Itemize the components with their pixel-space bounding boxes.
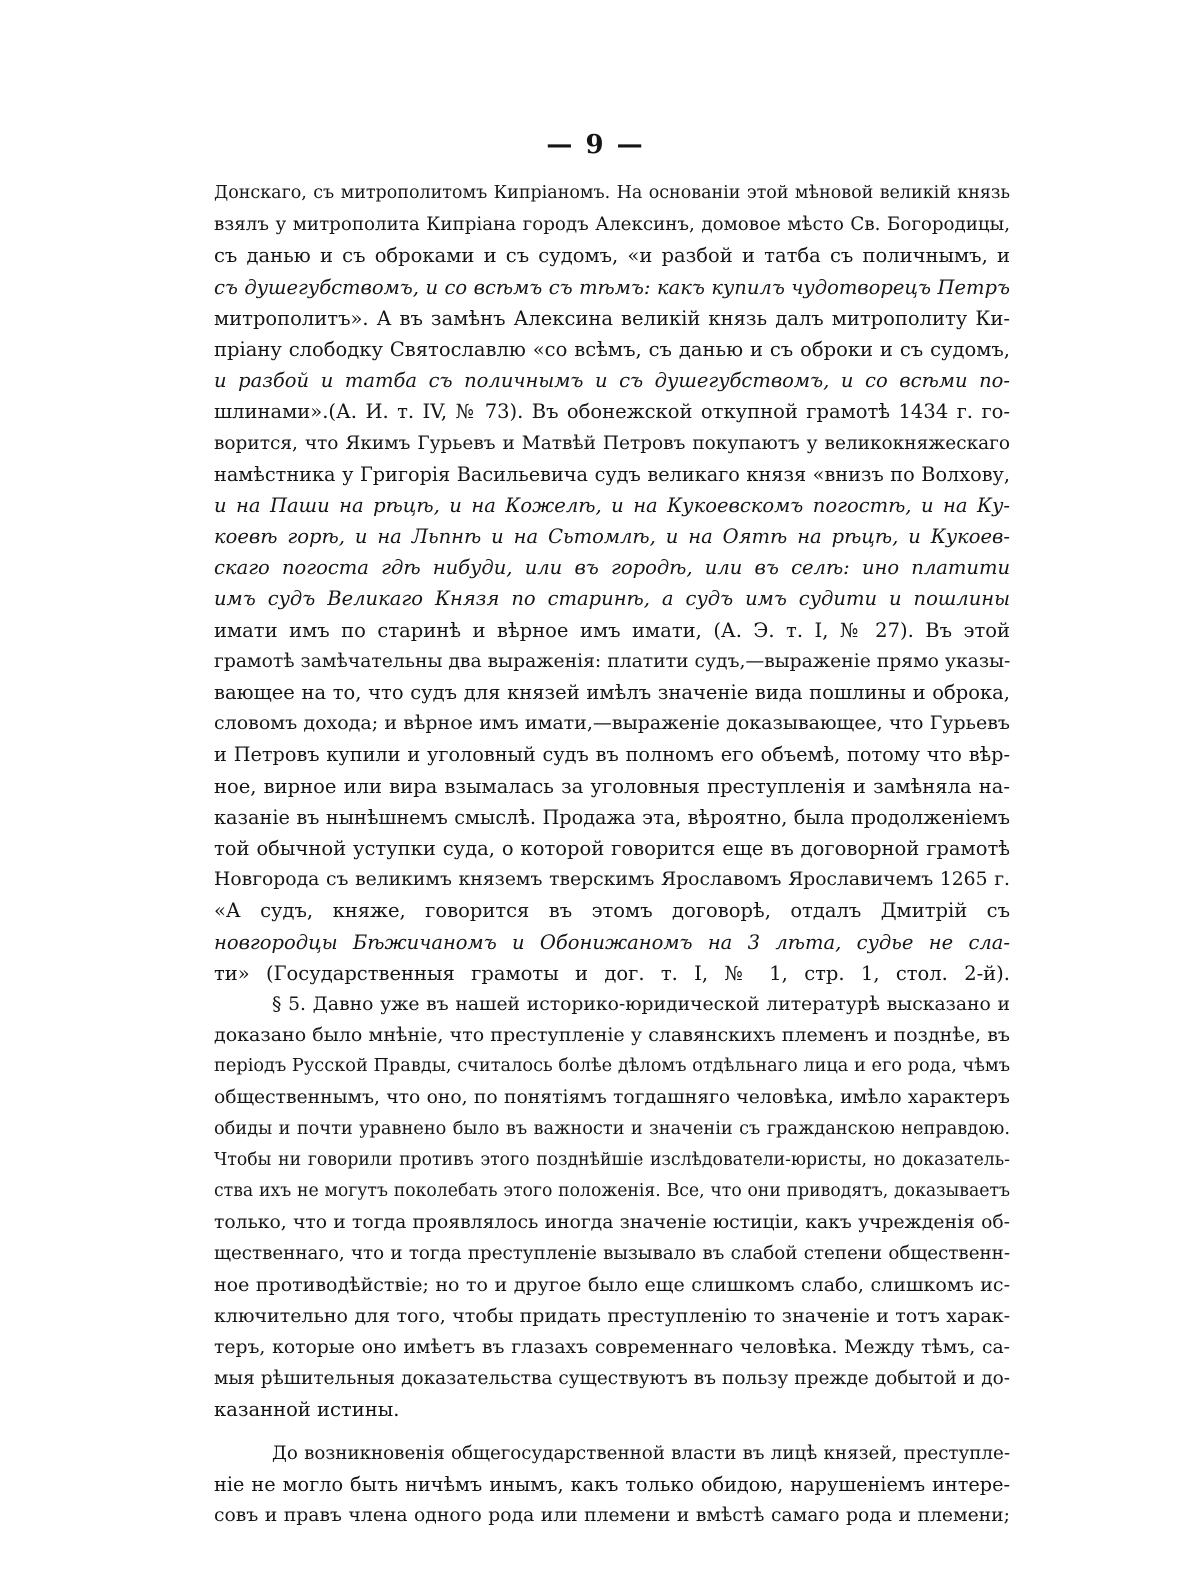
text-line: обиды и почти уравнено было въ важности и значеніи съ гражданскою неправдою. bbox=[214, 1118, 1010, 1139]
text-line: грамотѣ замѣчательны два выраженія: платити судъ,—выраженіе прямо указы- bbox=[214, 650, 1010, 672]
text-line: вающее на то, что судъ для князей имѣлъ значеніе вида пошлины и оброка, bbox=[214, 681, 1010, 704]
text-line: новгородцы Бѣжичаномъ и Обонижаномъ на 3 лѣта, судье не сла- bbox=[214, 930, 1010, 954]
text-line: взялъ у митрополита Кипріана городъ Алексинъ, домовое мѣсто Св. Богородицы, bbox=[214, 214, 1010, 236]
text-line: Новгорода съ великимъ княземъ тверскимъ Ярославомъ Ярославичемъ 1265 г. bbox=[214, 869, 1010, 891]
paragraph-spacer bbox=[214, 1426, 1010, 1438]
text-line: теръ, которые оно имѣетъ въ глазахъ современнаго человѣка. Между тѣмъ, са- bbox=[214, 1336, 1010, 1358]
text-line: митрополитъ». А въ замѣнъ Алексина великій князь далъ митрополиту Ки- bbox=[214, 306, 1010, 330]
text-line: съ душегубствомъ, и со всѣмъ съ тѣмъ: какъ купилъ чудотворецъ Петръ bbox=[214, 275, 1010, 299]
text-line: казанной истины. bbox=[214, 1398, 400, 1422]
text-line: Чтобы ни говорили противъ этого позднѣйшіе изслѣдователи-юристы, но доказатель- bbox=[214, 1149, 1010, 1170]
page-number: — 9 — bbox=[546, 130, 645, 160]
page-text bbox=[214, 178, 1010, 1531]
text-line: «А судъ, княже, говорится въ этомъ договорѣ, отдалъ Дмитрій съ bbox=[214, 899, 1010, 923]
text-line: ключительно для того, чтобы придать преступленію то значеніе и тотъ харак- bbox=[214, 1304, 1010, 1327]
text-line: § 5. Давно уже въ нашей историко-юридической литературѣ высказано и bbox=[272, 993, 1010, 1015]
text-line: ства ихъ не могутъ поколебать этого положенія. Все, что они приводятъ, доказываетъ bbox=[214, 1181, 1010, 1201]
text-line: Донскаго, съ митрополитомъ Кипріаномъ. На основаніи этой мѣновой великій князь bbox=[214, 183, 1010, 203]
text-line: До возникновенія общегосударственной власти въ лицѣ князей, преступле- bbox=[272, 1442, 1010, 1464]
text-line: той обычной уступки суда, о которой говорится еще въ договорной грамотѣ bbox=[214, 836, 1010, 860]
text-line: казаніе въ нынѣшнемъ смыслѣ. Продажа эта, вѣроятно, была продолженіемъ bbox=[214, 805, 1010, 829]
text-line: общественнымъ, что оно, по понятіямъ тогдашняго человѣка, имѣло характеръ bbox=[214, 1087, 1010, 1109]
text-line: щественнаго, что и тогда преступленіе вызывало въ слабой степени общественн- bbox=[214, 1243, 1010, 1265]
text-line: имати имъ по старинѣ и вѣрное имъ имати, (А. Э. т. I, № 27). Въ этой bbox=[214, 618, 1010, 642]
text-line: намѣстника у Григорія Васильевича судъ великаго князя «внизъ по Волхову, bbox=[214, 462, 1010, 486]
text-line: и на Паши на рѣцѣ, и на Кожелѣ, и на Кукоевскомъ погостѣ, и на Ку- bbox=[214, 493, 1010, 517]
text-line: шлинами».(А. И. т. IV, № 73). Въ обонежской откупной грамотѣ 1434 г. го- bbox=[214, 400, 1010, 424]
text-line: періодъ Русской Правды, считалось болѣе дѣломъ отдѣльнаго лица и его рода, чѣмъ bbox=[214, 1056, 1010, 1077]
text-line: пріану слободку Святославлю «со всѣмъ, съ данью и съ оброки и съ судомъ, bbox=[214, 337, 1010, 361]
text-line: имъ судъ Великаго Князя по старинѣ, а судъ имъ судити и пошлины bbox=[214, 587, 1010, 611]
text-line: съ данью и съ оброками и съ судомъ, «и разбой и татба съ поличнымъ, и bbox=[214, 244, 1010, 268]
paragraph-1 bbox=[214, 178, 1010, 989]
text-line: и разбой и татба съ поличнымъ и съ душегубствомъ, и со всѣми по- bbox=[214, 369, 1010, 393]
paragraph-3 bbox=[214, 1438, 1010, 1532]
text-line: словомъ дохода; и вѣрное имъ имати,—выраженіе доказывающее, что Гурьевъ bbox=[214, 712, 1010, 735]
text-line: ти» (Государственныя грамоты и дог. т. I, № 1, стр. 1, стол. 2-й). bbox=[214, 961, 1010, 985]
text-line: скаго погоста гдѣ нибуди, или въ городѣ, или въ селѣ: ино платити bbox=[214, 556, 1010, 580]
text-line: совъ и правъ члена одного рода или племени и вмѣстѣ самаго рода и племени; bbox=[214, 1504, 1010, 1526]
text-line: ное противодѣйствіе; но то и другое было еще слишкомъ слабо, слишкомъ ис- bbox=[214, 1273, 1010, 1296]
text-line: ніе не могло быть ничѣмъ инымъ, какъ только обидою, нарушеніемъ интере- bbox=[214, 1472, 1010, 1496]
text-line: только, что и тогда проявлялось иногда значеніе юстиціи, какъ учрежденія об- bbox=[214, 1212, 1010, 1234]
text-line: и Петровъ купили и уголовный судъ въ полномъ его объемѣ, потому что вѣр- bbox=[214, 743, 1010, 767]
text-line: ворится, что Якимъ Гурьевъ и Матвѣй Петровъ покупаютъ у великокняжескаго bbox=[214, 432, 1010, 454]
paragraph-2 bbox=[214, 989, 1010, 1426]
text-line: коевѣ горѣ, и на Льпнѣ и на Сьтомлѣ, и на Оятѣ на рѣцѣ, и Кукоев- bbox=[214, 525, 1010, 549]
text-line: ное, вирное или вира взымалась за уголовныя преступленія и замѣняла на- bbox=[214, 774, 1010, 798]
text-line: доказано было мнѣніе, что преступленіе у славянскихъ племенъ и позднѣе, въ bbox=[214, 1024, 1010, 1047]
text-line: мыя рѣшительныя доказательства существуютъ въ пользу прежде добытой и до- bbox=[214, 1368, 1010, 1390]
